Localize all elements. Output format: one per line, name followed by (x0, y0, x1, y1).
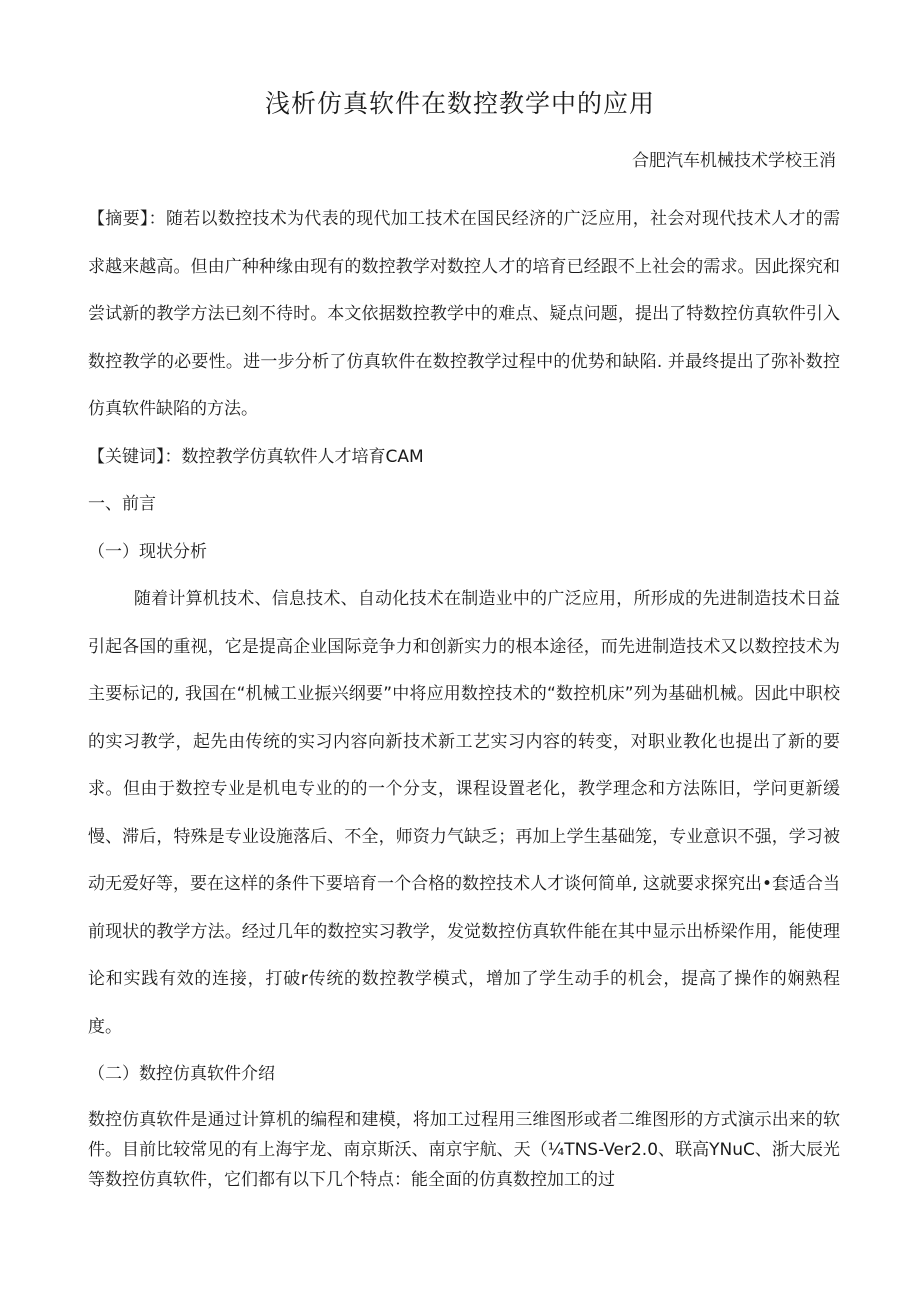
subsection-heading-software: （二）数控仿真软件介绍 (88, 1064, 275, 1084)
keywords-line: 【关键词】：数控教学仿真软件人才培育CAM (88, 446, 424, 467)
section-heading-preface: 一、前言 (88, 494, 156, 514)
status-analysis-paragraph: 随着计算机技术、信息技术、自动化技术在制造业中的广泛应用，所形成的先进制造技术日益引起各国的重视，它是提高企业国际竞争力和创新实力的根本途径，而先进制造技术又以数控技术为主要标记的, 我国在“机械工业振兴纲要”中将应用数控技术的“数控机床”列为基础机械。因此中职校的实习教学，起先由传统的实习内容向新技术新工艺实习内容的转变，对职业教化也提出了新的要求。但由于数控专业是机电专业的的一个分支，课程设置老化，教学理念和方法陈旧，学问更新缓慢、滞后，特殊是专业设施落后、不全，师资力气缺乏；再加上学生基础笼，专业意识不强，学习被动无爱好等，要在这样的条件下要培育一个合格的数控技术人才谈何简单, 这就要求探究出•套适合当前现状的教学方法。经过几年的数控实习教学，发觉数控仿真软件能在其中显示出桥梁作用，能使理论和实践有效的连接，打破r传统的数控教学模式，增加了学生动手的机会，提高了操作的娴熟程度。 (88, 589, 840, 1037)
software-intro-paragraph: 数控仿真软件是通过计算机的编程和建模，将加工过程用三维图形或者二维图形的方式演示出来的软件。目前比较常见的有上海宇龙、南京斯沃、南京宇航、天（¼TNS-Ver2.0、联高YNuC、浙大辰光等数控仿真软件，它们都有以下几个特点：能全面的仿真数控加工的过 (88, 1109, 840, 1190)
document-title: 浅析仿真软件在数控教学中的应用 (264, 89, 655, 118)
abstract-paragraph: 【摘要】：随若以数控技术为代表的现代加工技术在国民经济的广泛应用，社会对现代技术人才的需求越来越高。但由广种种缘由现有的数控教学对数控人才的培育已经跟不上社会的需求。因此探究和尝试新的教学方法已刻不待时。本文依据数控教学中的难点、疑点问题，提出了特数控仿真软件引入数控教学的必要性。进一步分析了仿真软件在数控教学过程中的优势和缺陷. 并最终提出了弥补数控仿真软件缺陷的方法。 (88, 209, 840, 419)
author-line: 合肥汽车机械技术学校王消 (632, 151, 836, 171)
subsection-heading-status: （一）现状分析 (88, 541, 207, 562)
document-body (88, 196, 840, 1195)
